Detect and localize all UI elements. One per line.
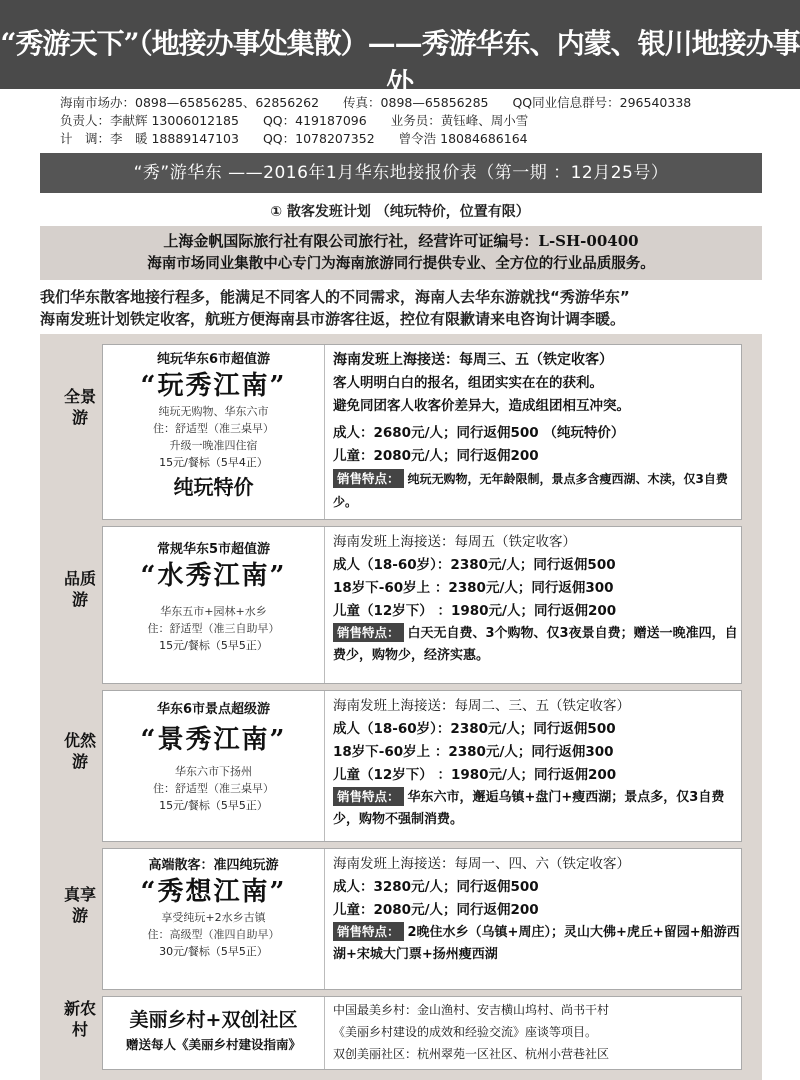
tour-sales (333, 623, 742, 667)
tour-card (40, 690, 762, 842)
sales-text: 2晚住水乡（乌镇+周庄）；灵山大佛+虎丘+留园+船游西湖+宋城大门票+扬州瘦西湖 (333, 925, 740, 962)
tour-note: 住：舒适型（准三桌早） (153, 422, 274, 435)
tour-schedule: 海南发班上海接送：每周一、四、六（铁定收客） (333, 856, 630, 872)
intro-line-1: 我们华东散客地接行程多，能满足不同客人的不同需求，海南人去华东游就找“秀游华东” (40, 288, 630, 306)
tour-brand: “景秀江南” (140, 725, 287, 755)
sales-tag: 销售特点： (333, 922, 404, 941)
tour-details (325, 849, 742, 989)
sales-tag: 销售特点： (333, 623, 404, 642)
tour-note: 住：舒适型（准三桌早） (153, 782, 274, 795)
tour-price: 成人：3280元/人；同行返佣500 (333, 879, 539, 895)
contact-row-1 (60, 94, 780, 112)
tour-category: 优然游 (63, 731, 96, 771)
sales-tag: 销售特点： (333, 469, 404, 488)
tour-meal: 15元/餐标（5早4正） (159, 456, 268, 469)
village-panel (102, 996, 742, 1070)
contact-manager: 负责人：李献辉 13006012185 (60, 113, 239, 128)
page-header (0, 0, 800, 100)
tour-category: 品质游 (63, 569, 96, 609)
contact-sales: 业务员：黄钰峰、周小雪 (390, 113, 529, 128)
tour-kicker: 纯玩华东6市超值游 (156, 352, 271, 367)
tour-extra: 避免同团客人收客价差异大，造成组团相互冲突。 (333, 398, 630, 414)
tour-category: 全景游 (63, 387, 96, 427)
company-service: 海南市场同业集散中心专门为海南旅游同行提供专业、全方位的行业品质服务。 (147, 255, 655, 272)
contact-row-3 (60, 130, 780, 148)
tour-meal: 15元/餐标（5早5正） (159, 639, 268, 652)
tour-details (325, 691, 742, 841)
sales-text: 白天无自费、3个购物、仅3夜景自费；赠送一晚准四，自费少，购物少，经济实惠。 (333, 626, 738, 663)
tour-price: 成人（18-60岁）：2380元/人；同行返佣500 (333, 557, 616, 573)
tour-price: 儿童（12岁下） ：1980元/人；同行返佣200 (333, 603, 617, 619)
tour-summary (103, 345, 325, 519)
tour-kicker: 高端散客：准四纯玩游 (148, 858, 279, 873)
tour-details (325, 527, 742, 683)
village-line: 中国最美乡村：金山渔村、安吉横山坞村、尚书干村 (333, 1003, 610, 1017)
tour-sales (333, 922, 742, 966)
tour-kicker: 华东6市景点超级游 (156, 702, 271, 717)
tour-price: 18岁下-60岁上 ：2380元/人；同行返佣300 (333, 580, 614, 596)
tour-price: 儿童：2080元/人；同行返佣200 (333, 448, 539, 464)
village-category: 新农村 (63, 999, 96, 1039)
contact-info (60, 94, 780, 148)
company-license: 上海金帆国际旅行社有限公司旅行社，经营许可证编号：L-SH-00400 (163, 232, 639, 250)
tour-schedule: 海南发班上海接送：每周三、五（铁定收客） (333, 352, 613, 368)
tour-panel (102, 526, 742, 684)
village-gift: 赠送每人《美丽乡村建设指南》 (125, 1037, 301, 1052)
tour-panel (102, 344, 742, 520)
intro-line-2: 海南发班计划铁定收客，航班方便海南县市游客往返，控位有限歉请来电咨询计调李暖。 (40, 310, 626, 328)
tour-details (325, 345, 742, 519)
tour-note: 享受纯玩+2水乡古镇 (161, 911, 266, 924)
contact-manager-qq: QQ：419187096 (262, 113, 367, 128)
contact-hotline: 海南市场办：0898—65856285、62856262 (60, 95, 320, 110)
tour-price: 儿童（12岁下） ：1980元/人；同行返佣200 (333, 767, 617, 783)
contact-planner-qq: QQ：1078207352 (262, 131, 375, 146)
tour-sales (333, 787, 742, 831)
tour-extra: 客人明明白白的报名，组团实实在在的获利。 (333, 375, 603, 391)
tour-brand: “水秀江南” (140, 561, 287, 591)
tour-summary (103, 527, 325, 683)
tour-price: 儿童：2080元/人；同行返佣200 (333, 902, 539, 918)
tour-card (40, 526, 762, 684)
village-details (325, 997, 742, 1069)
sales-text: 纯玩无购物，无年龄限制，景点多含瘦西湖、木渎，仅3自费少。 (333, 472, 728, 509)
village-card (40, 996, 762, 1070)
tour-note: 华东五市+园林+水乡 (160, 605, 267, 618)
header-title: “秀游天下”（地接办事处集散）——秀游华东、内蒙、银川地接办事处 (0, 27, 800, 100)
contact-extra: 曾令浩 18084686164 (398, 131, 528, 146)
tour-sales (333, 468, 742, 514)
tour-category: 真享游 (63, 885, 96, 925)
sales-text: 华东六市，邂逅乌镇+盘门+瘦西湖；景点多，仅3自费少，购物不强制消费。 (333, 790, 725, 827)
tour-list (40, 334, 762, 1080)
tour-summary (103, 849, 325, 989)
tour-price: 成人（18-60岁）：2380元/人；同行返佣500 (333, 721, 616, 737)
tour-note: 住：高级型（准四自助早） (147, 928, 280, 941)
tour-schedule: 海南发班上海接送：每周五（铁定收客） (333, 534, 576, 550)
tour-panel (102, 848, 742, 990)
village-line: 《美丽乡村建设的成效和经验交流》座谈等项目。 (333, 1025, 598, 1039)
tour-summary (103, 691, 325, 841)
contact-planner: 计 调：李 暖 18889147103 (60, 131, 239, 146)
sales-tag: 销售特点： (333, 787, 404, 806)
tour-price: 18岁下-60岁上 ：2380元/人；同行返佣300 (333, 744, 614, 760)
tour-card (40, 344, 762, 520)
village-title: 美丽乡村+双创社区 (129, 1009, 298, 1031)
section-subtitle: ① 散客发班计划 （纯玩特价，位置有限） (270, 204, 530, 220)
tour-note: 华东六市下扬州 (175, 765, 252, 778)
contact-fax: 传真：0898—65856285 (343, 95, 489, 110)
company-banner (40, 226, 762, 280)
tour-meal: 15元/餐标（5早5正） (159, 799, 268, 812)
price-list-title: “秀”游华东 ——2016年1月华东地接报价表（第一期 ：12月25号） (40, 153, 762, 193)
village-line: 双创美丽社区：杭州翠苑一区社区、杭州小营巷社区 (333, 1047, 610, 1061)
intro-text (40, 286, 780, 330)
village-summary (103, 997, 325, 1069)
tour-special: 纯玩特价 (173, 475, 254, 499)
tour-brand: “秀想江南” (140, 877, 287, 907)
tour-price: 成人：2680元/人；同行返佣500 （纯玩特价） (333, 425, 625, 441)
tour-note: 纯玩无购物、华东六市 (158, 405, 269, 418)
tour-note: 升级一晚准四住宿 (169, 439, 258, 452)
tour-card (40, 848, 762, 990)
tour-schedule: 海南发班上海接送：每周二、三、五（铁定收客） (333, 698, 630, 714)
contact-qq-group: QQ同业信息群号：296540338 (512, 95, 692, 110)
tour-note: 住：舒适型（准三自助早） (147, 622, 280, 635)
tour-brand: “玩秀江南” (140, 371, 287, 401)
tour-meal: 30元/餐标（5早5正） (159, 945, 268, 958)
contact-row-2 (60, 112, 780, 130)
tour-kicker: 常规华东5市超值游 (156, 542, 271, 557)
tour-panel (102, 690, 742, 842)
